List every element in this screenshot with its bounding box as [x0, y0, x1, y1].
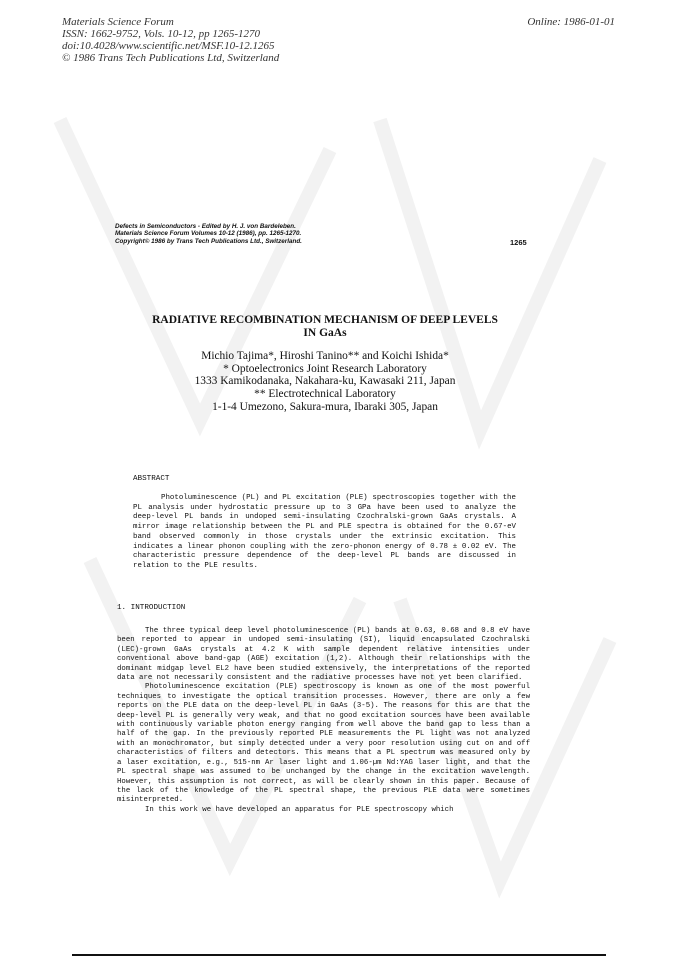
author-block: [100, 350, 550, 414]
affiliation: * Optoelectronics Joint Research Laboratory: [223, 362, 427, 375]
book-info-line: Copyright© 1986 by Trans Tech Publications Ltd., Switzerland.: [115, 237, 302, 245]
affiliation-address: 1333 Kamikodanaka, Nakahara-ku, Kawasaki 211, Japan: [194, 375, 456, 388]
page-number: 1265: [510, 238, 527, 247]
affiliation: ** Electrotechnical Laboratory: [254, 388, 396, 401]
publication-metadata: [62, 16, 279, 64]
section-heading: 1. INTRODUCTION: [117, 604, 186, 612]
issn-line: ISSN: 1662-9752, Vols. 10-12, pp 1265-1270: [62, 28, 260, 40]
paragraph: The three typical deep level photoluminescence (PL) bands at 0.63, 0.68 and 0.8 eV have been reported to appear in undoped semi-insulating (SI), liquid encapsulated Czochralski (LEC)-grown GaAs crystals at 4.2 K with sample dependent relative intensities under conventional above band-gap (AGE) excitation (1,2). Although their relationships with the dominant midgap level EL2 have been studied extensively, the interpretations of the reported data are not necessarily consistent and the radiative processes have not yet been clarified.: [117, 627, 530, 683]
online-date: Online: 1986-01-01: [527, 16, 615, 28]
introduction-text: [117, 627, 530, 815]
paper-title: [100, 314, 550, 340]
book-info-line: Defects in Semiconductors - Edited by H. J. von Bardeleben.: [115, 223, 296, 230]
title-line: IN GaAs: [303, 327, 347, 339]
bottom-rule: [72, 954, 606, 956]
author-names: Michio Tajima*, Hiroshi Tanino** and Koichi Ishida*: [201, 350, 449, 362]
book-info: [115, 223, 345, 245]
abstract-body: Photoluminescence (PL) and PL excitation (PLE) spectroscopies together with the PL analysis under hydrostatic pressure up to 3 GPa have been used to analyze the deep-level PL bands in undoped semi-insulating Czochralski-grown GaAs crystals. A mirror image relationship between the PL and PLE spectra is obtained for the 0.67-eV band observed commonly in those crystals under the extrinsic excitation. This indicates a linear phonon coupling with the zero-phonon energy of 0.78 ± 0.02 eV. The characteristic pressure dependence of the deep-level PL bands are discussed in relation to the PLE results.: [133, 494, 516, 570]
title-line: RADIATIVE RECOMBINATION MECHANISM OF DEEP LEVELS: [152, 314, 498, 326]
journal-name: Materials Science Forum: [62, 16, 174, 28]
doi-line: doi:10.4028/www.scientific.net/MSF.10-12.1265: [62, 40, 275, 52]
abstract-text: [133, 494, 516, 572]
affiliation-address: 1-1-4 Umezono, Sakura-mura, Ibaraki 305, Japan: [212, 400, 438, 413]
book-info-line: Materials Science Forum Volumes 10-12 (1986), pp. 1265-1270.: [115, 230, 302, 238]
copyright-line: © 1986 Trans Tech Publications Ltd, Switzerland: [62, 52, 280, 64]
paragraph: In this work we have developed an apparatus for PLE spectroscopy which: [145, 805, 454, 814]
abstract-heading: ABSTRACT: [133, 475, 170, 483]
paragraph: Photoluminescence excitation (PLE) spectroscopy is known as one of the most powerful techniques to investigate the optical transition processes. However, there are only a few reports on the PLE data on the deep-level PL in GaAs (3-5). The reasons for this are that the deep-level PL is generally very weak, and that no good excitation sources have been available with continuously variable photon energy ranging from well above the band gap to less than a half of the gap. In the previously reported PLE measurements the PL light was not analyzed with an monochromator, but simply detected under a very poor resolution using cut on and off characteristics of filters and detectors. This means that a PL spectrum was measured only by a laser excitation, e.g., 515-nm Ar laser light and 1.06-µm Nd:YAG laser light, and that the PL spectral shape was assumed to be unchanged by the change in the excitation wavelength. However, this assumption is not correct, as will be clearly shown in this paper. Because of the lack of the knowledge of the PL spectral shape, the previous PLE data were sometimes misinterpreted.: [117, 683, 530, 805]
